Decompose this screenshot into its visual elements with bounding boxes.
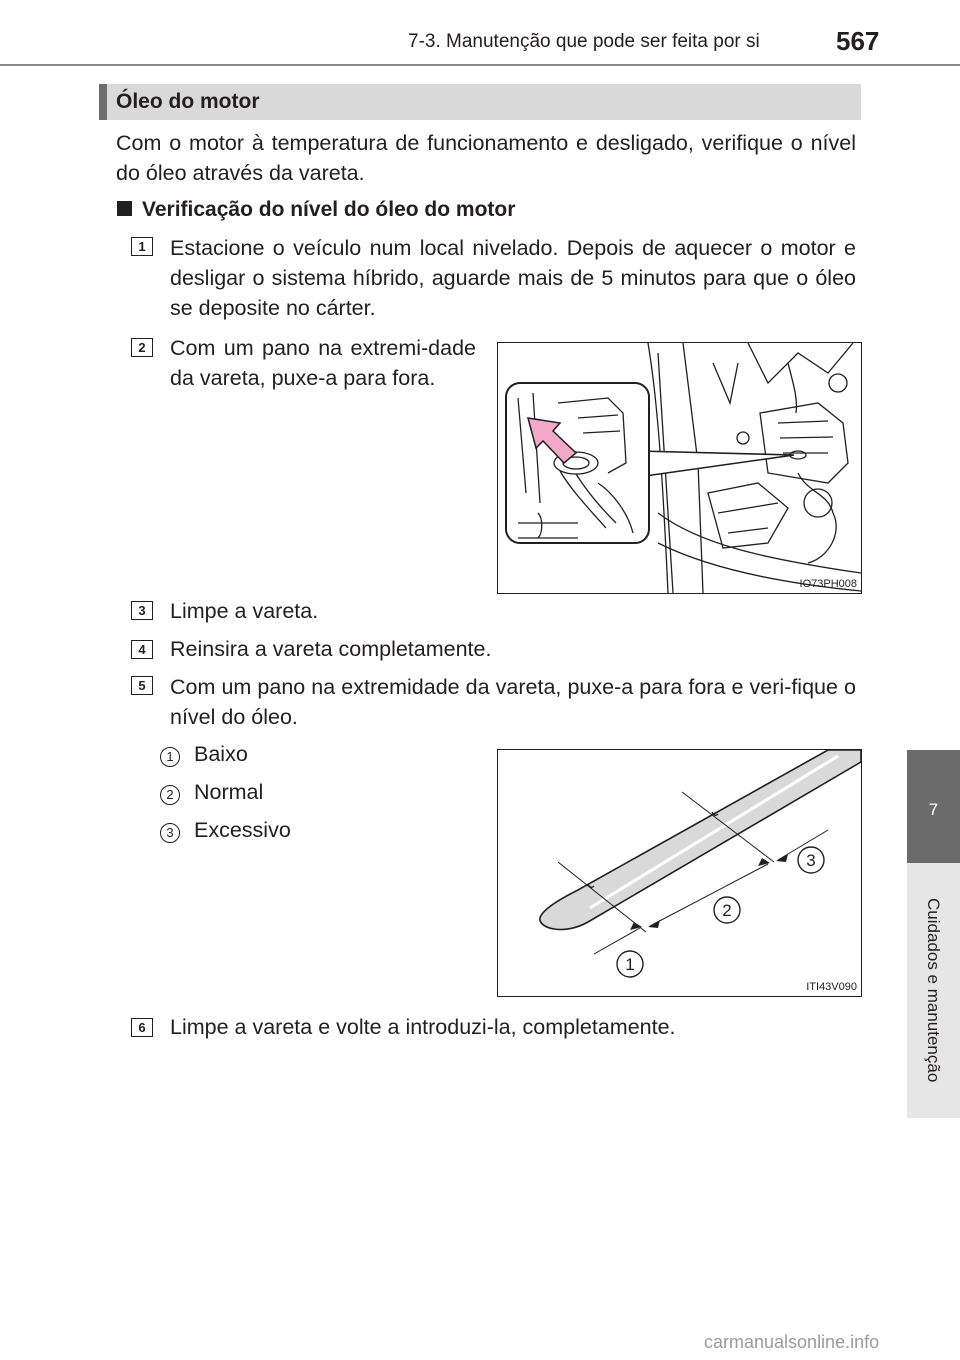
- step-number-4: 4: [131, 640, 153, 659]
- square-bullet-icon: [117, 201, 132, 216]
- step-number-5: 5: [131, 676, 153, 695]
- level-label-excessive: Excessivo: [194, 818, 291, 842]
- level-number-2: 2: [160, 785, 180, 805]
- level-number-1: 1: [160, 747, 180, 767]
- chapter-tab: [907, 750, 960, 863]
- step-number-2: 2: [131, 338, 153, 357]
- chapter-title: Cuidados e manutenção: [924, 898, 943, 1083]
- engine-bay-figure: [497, 342, 862, 594]
- chapter-number: 7: [928, 800, 939, 819]
- step-text-6: Limpe a vareta e volte a introduzi-la, completamente.: [170, 1015, 676, 1039]
- dipstick-figure-code: ITI43V090: [806, 981, 857, 993]
- step-text-4: Reinsira a vareta completamente.: [170, 637, 492, 661]
- watermark: carmanualsonline.info: [704, 1332, 880, 1352]
- dipstick-illustration: [498, 750, 861, 996]
- step-text-2: Com um pano na extremi-dade da vareta, puxe-a para fora.: [170, 336, 476, 390]
- section-heading-bar: [99, 84, 861, 120]
- intro-paragraph: Com o motor à temperatura de funcionamento e desligado, verifique o nível do óleo através da vareta.: [116, 131, 856, 185]
- step-text-3: Limpe a vareta.: [170, 599, 319, 623]
- engine-bay-illustration: [498, 343, 861, 593]
- callout-label-2: 2: [722, 901, 732, 920]
- section-heading-accent: [99, 84, 107, 120]
- level-number-3: 3: [160, 823, 180, 843]
- section-title: Óleo do motor: [116, 90, 260, 113]
- level-label-normal: Normal: [194, 780, 264, 804]
- subheading-text: Verificação do nível do óleo do motor: [142, 198, 516, 221]
- level-label-low: Baixo: [194, 742, 248, 766]
- callout-label-1: 1: [625, 955, 635, 974]
- callout-label-3: 3: [806, 851, 816, 870]
- page-number: 567: [836, 26, 880, 56]
- dipstick-figure: [497, 749, 862, 997]
- step-text-1: Estacione o veículo num local nivelado. Depois de aquecer o motor e desligar o sistema híbrido, aguarde mais de 5 minutos para que o óleo se deposite no cárter.: [170, 236, 856, 320]
- header-divider: [0, 64, 960, 66]
- step-number-3: 3: [131, 601, 153, 620]
- step-text-5: Com um pano na extremidade da vareta, puxe-a para fora e veri-fique o nível do óleo.: [170, 675, 856, 729]
- running-header-title: 7-3. Manutenção que pode ser feita por si: [408, 31, 760, 52]
- engine-figure-code: IO73PH008: [799, 578, 857, 590]
- step-number-6: 6: [131, 1018, 153, 1037]
- chapter-title-strip: [907, 863, 960, 1118]
- subheading: [117, 198, 515, 222]
- step-number-1: 1: [131, 237, 153, 256]
